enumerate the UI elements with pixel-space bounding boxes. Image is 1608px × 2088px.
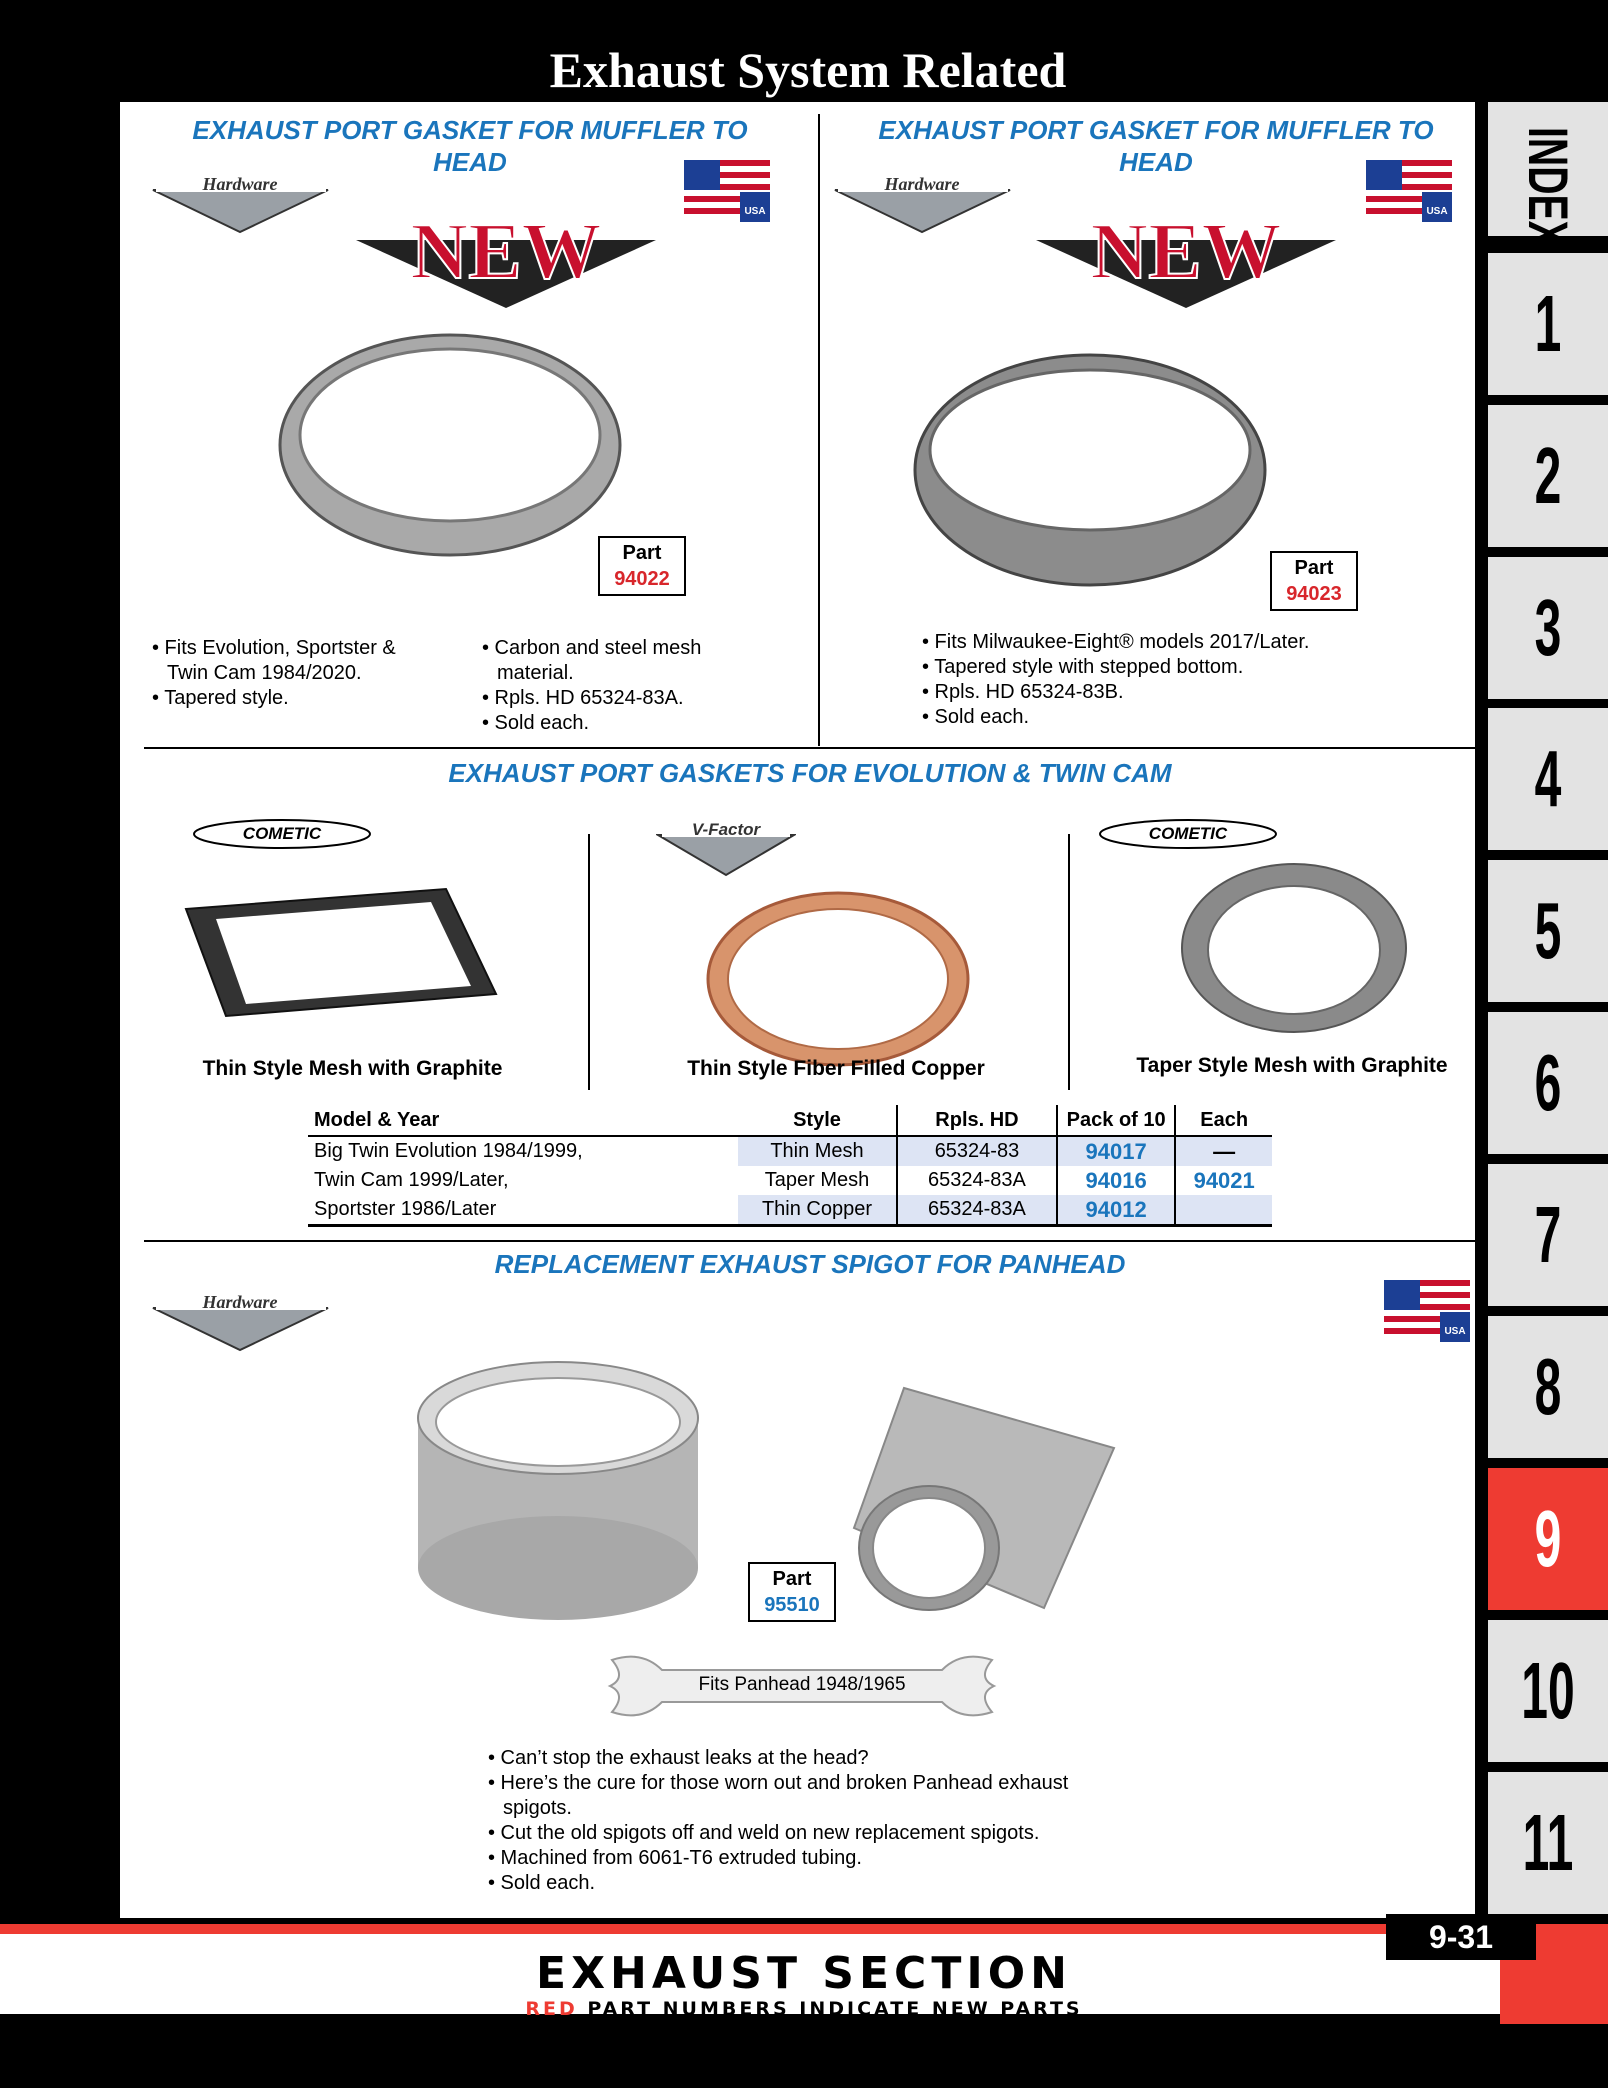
footer-red-stripe: [0, 1924, 1608, 1934]
new-badge: [356, 200, 656, 310]
svg-text:USA: USA: [744, 206, 766, 217]
caption-thin-mesh: Thin Style Mesh with Graphite: [202, 1057, 503, 1080]
col-header-pack: Pack of 10: [1057, 1105, 1175, 1136]
divider-vertical: [588, 834, 590, 1090]
divider-vertical: [818, 114, 820, 746]
caption-thin-copper: Thin Style Fiber Filled Copper: [687, 1057, 985, 1080]
cometic-logo-text: COMETIC: [242, 824, 322, 843]
section-title-muffler-left: EXHAUST PORT GASKET FOR MUFFLER TO HEAD: [192, 115, 748, 177]
divider-horizontal: [144, 747, 1476, 749]
tab-5[interactable]: 5: [1488, 860, 1608, 1002]
tab-index[interactable]: INDEX: [1488, 102, 1608, 236]
bullets-95510: • Can’t stop the exhaust leaks at the head? • Here’s the cure for those worn out and broken Panhead exhaust spigots. • Cut the old spigots off and weld on new replacement spigots. • Machined from 6061-T6 extruded tubing. • Sold each.: [488, 1747, 1069, 1894]
bullets-94022-col1: • Fits Evolution, Sportster & Twin Cam 1984/2020. • Tapered style.: [152, 637, 396, 709]
col-header-rpls: Rpls. HD: [897, 1105, 1057, 1136]
hardware-logo-text: Hardware: [884, 174, 960, 194]
part-number-95510: 95510: [764, 1594, 820, 1616]
part-number-94023: 94023: [1286, 583, 1342, 605]
hardware-logo-text: Hardware: [202, 174, 278, 194]
divider-horizontal: [144, 1240, 1476, 1242]
section-title-panhead: REPLACEMENT EXHAUST SPIGOT FOR PANHEAD: [494, 1249, 1126, 1279]
product-image-94023: [900, 350, 1280, 600]
part-box-94022: Part 94022: [598, 536, 686, 596]
part-number-94017: 94017: [1057, 1136, 1175, 1166]
new-badge: [1036, 200, 1336, 310]
product-image-thin-mesh: [176, 884, 506, 1024]
bullets-94022-col2: • Carbon and steel mesh material. • Rpls. HD 65324-83A. • Sold each.: [482, 637, 702, 734]
vfactor-logo: [656, 815, 796, 877]
tab-7[interactable]: 7: [1488, 1164, 1608, 1306]
col-header-each: Each: [1175, 1105, 1272, 1136]
bullets-94023: • Fits Milwaukee-Eight® models 2017/Later. • Tapered style with stepped bottom. • Rpls. HD 65324-83B. • Sold each.: [922, 631, 1310, 728]
new-badge-text: NEW: [410, 208, 602, 296]
part-number-94021: 94021: [1193, 1167, 1255, 1193]
part-number-94012: 94012: [1057, 1195, 1175, 1226]
table-row: Sportster 1986/Later Thin Copper 65324-83A 94012: [308, 1195, 1272, 1226]
usa-flag-icon: [1366, 160, 1452, 222]
svg-text:USA: USA: [1426, 206, 1448, 217]
hardware-logo: [148, 1288, 333, 1358]
divider-vertical: [1068, 834, 1070, 1090]
page-title: Exhaust System Related: [549, 42, 1067, 98]
part-box-94023: Part 94023: [1270, 551, 1358, 611]
tab-6[interactable]: 6: [1488, 1012, 1608, 1154]
product-image-spigot-angle: [844, 1368, 1134, 1618]
page-number: 9-31: [1386, 1914, 1536, 1960]
caption-taper-mesh: Taper Style Mesh with Graphite: [1136, 1054, 1448, 1077]
tab-1[interactable]: 1: [1488, 253, 1608, 395]
part-number-94016: 94016: [1057, 1166, 1175, 1195]
product-image-taper-mesh: [1176, 860, 1412, 1036]
product-image-spigot-front: [408, 1358, 708, 1630]
cometic-logo: [1098, 818, 1278, 850]
tab-9[interactable]: 9: [1488, 1468, 1608, 1610]
table-row: Big Twin Evolution 1984/1999, Thin Mesh 65324-83 94017 —: [308, 1136, 1272, 1166]
usa-flag-icon: [684, 160, 770, 222]
new-badge-text: NEW: [1090, 208, 1282, 296]
tab-2[interactable]: 2: [1488, 405, 1608, 547]
product-image-94022: [260, 325, 640, 565]
usa-flag-icon: [1384, 1280, 1470, 1342]
col-header-model: Model & Year: [308, 1105, 738, 1136]
section-title-evo-twincam: EXHAUST PORT GASKETS FOR EVOLUTION & TWIN CAM: [448, 758, 1172, 788]
footer-note: RED PART NUMBERS INDICATE NEW PARTS: [525, 1998, 1083, 2020]
product-image-thin-copper: [690, 884, 990, 1074]
svg-text:USA: USA: [1444, 1326, 1466, 1337]
hardware-logo-text: Hardware: [202, 1292, 278, 1312]
tab-8[interactable]: 8: [1488, 1316, 1608, 1458]
tab-4[interactable]: 4: [1488, 708, 1608, 850]
vfactor-logo-text: V-Factor: [691, 820, 761, 839]
section-title-muffler-right: EXHAUST PORT GASKET FOR MUFFLER TO HEAD: [878, 115, 1434, 177]
hardware-logo: [148, 170, 333, 240]
spec-table: [308, 1105, 1272, 1227]
cometic-logo-text: COMETIC: [1148, 824, 1228, 843]
fits-label: Fits Panhead 1948/1965: [698, 1674, 906, 1695]
cometic-logo: [192, 818, 372, 850]
tab-3[interactable]: 3: [1488, 557, 1608, 699]
col-header-style: Style: [738, 1105, 897, 1136]
footer-section-title: EXHAUST SECTION: [536, 1948, 1072, 1999]
tab-10[interactable]: 10: [1488, 1620, 1608, 1762]
hardware-logo: [830, 170, 1015, 240]
table-row: Twin Cam 1999/Later, Taper Mesh 65324-83A 94016 94021: [308, 1166, 1272, 1195]
part-box-95510: Part 95510: [748, 1562, 836, 1622]
part-number-94022: 94022: [614, 568, 670, 590]
tab-11[interactable]: 11: [1488, 1772, 1608, 1914]
